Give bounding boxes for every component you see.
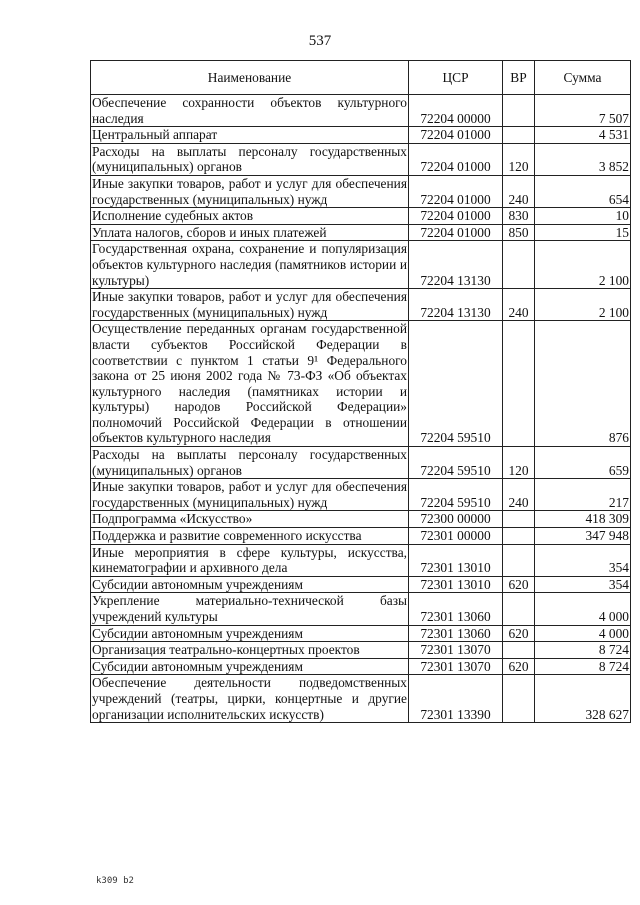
row-sum: 8 724 [535, 658, 631, 675]
table-row [91, 241, 631, 289]
row-csr: 72204 01000 [409, 143, 503, 175]
row-csr: 72301 13390 [409, 675, 503, 723]
row-sum: 876 [535, 321, 631, 447]
table-header-row [91, 61, 631, 95]
header-sum: Сумма [535, 61, 631, 95]
row-sum: 7 507 [535, 95, 631, 127]
row-name: Иные закупки товаров, работ и услуг для обеспечения государственных (муниципальных) нужд [92, 175, 407, 207]
table-row [91, 95, 631, 127]
row-name: Иные мероприятия в сфере культуры, искусства, кинематографии и архивного дела [92, 544, 407, 576]
row-vr [503, 544, 535, 576]
row-name: Расходы на выплаты персоналу государственных (муниципальных) органов [92, 143, 407, 175]
row-name: Государственная охрана, сохранение и популяризация объектов культурного наследия (памятников истории и культуры) [92, 241, 407, 288]
row-csr: 72300 00000 [409, 511, 503, 528]
footer-code: k309 b2 [96, 876, 134, 886]
row-vr: 240 [503, 289, 535, 321]
row-vr [503, 321, 535, 447]
table-row [91, 576, 631, 593]
row-sum: 354 [535, 576, 631, 593]
table-row [91, 658, 631, 675]
row-sum: 10 [535, 208, 631, 225]
row-sum: 8 724 [535, 642, 631, 659]
row-sum: 2 100 [535, 289, 631, 321]
row-csr: 72204 13130 [409, 241, 503, 289]
row-name: Исполнение судебных актов [91, 208, 409, 225]
table-row [91, 289, 631, 321]
row-csr: 72204 01000 [409, 175, 503, 207]
row-csr: 72204 01000 [409, 224, 503, 241]
row-csr: 72301 13010 [409, 544, 503, 576]
row-sum: 4 000 [535, 625, 631, 642]
header-csr: ЦСР [409, 61, 503, 95]
row-name: Обеспечение деятельности подведомственных учреждений (театры, цирки, концертные и другие организации исполнительских искусств) [92, 675, 407, 722]
table-row [91, 528, 631, 545]
row-csr: 72301 00000 [409, 528, 503, 545]
row-name: Центральный аппарат [91, 127, 409, 144]
header-name: Наименование [91, 61, 409, 95]
row-name: Поддержка и развитие современного искусства [91, 528, 409, 545]
row-vr [503, 95, 535, 127]
table-row [91, 127, 631, 144]
table-row [91, 479, 631, 511]
row-name: Иные закупки товаров, работ и услуг для обеспечения государственных (муниципальных) нужд [92, 479, 407, 510]
budget-table [90, 60, 631, 723]
header-vr: ВР [503, 61, 535, 95]
row-name: Субсидии автономным учреждениям [91, 625, 409, 642]
row-csr: 72301 13060 [409, 625, 503, 642]
table-row [91, 224, 631, 241]
table-row [91, 511, 631, 528]
row-sum: 328 627 [535, 675, 631, 723]
row-csr: 72301 13070 [409, 642, 503, 659]
table-row [91, 642, 631, 659]
row-vr: 620 [503, 625, 535, 642]
row-vr: 850 [503, 224, 535, 241]
row-csr: 72204 59510 [409, 321, 503, 447]
row-sum: 217 [535, 479, 631, 511]
row-name: Осуществление переданных органам государственной власти субъектов Российской Федерации в соответствии с пунктом 1 статьи 9¹ Федерального закона от 25 июня 2002 года № 73-ФЗ «Об объектах культурного наследия (памятниках истории и культуры) народов Российской Федерации» полномочий Российской Федерации в отношении объектов культурного наследия [92, 321, 407, 446]
row-csr: 72204 59510 [409, 447, 503, 479]
row-vr [503, 675, 535, 723]
row-vr: 620 [503, 576, 535, 593]
page-number: 537 [308, 33, 332, 49]
table-row [91, 321, 631, 447]
row-name: Уплата налогов, сборов и иных платежей [91, 224, 409, 241]
row-csr: 72204 59510 [409, 479, 503, 511]
row-csr: 72301 13010 [409, 576, 503, 593]
row-name: Субсидии автономным учреждениям [91, 576, 409, 593]
row-vr [503, 593, 535, 625]
row-sum: 659 [535, 447, 631, 479]
row-name: Иные закупки товаров, работ и услуг для обеспечения государственных (муниципальных) нужд [92, 289, 407, 320]
table-row [91, 175, 631, 207]
row-name: Субсидии автономным учреждениям [91, 658, 409, 675]
table-row [91, 208, 631, 225]
row-sum: 2 100 [535, 241, 631, 289]
table-row [91, 675, 631, 723]
table-row [91, 544, 631, 576]
row-vr [503, 241, 535, 289]
row-csr: 72301 13060 [409, 593, 503, 625]
table-row [91, 143, 631, 175]
row-name: Организация театрально-концертных проектов [91, 642, 409, 659]
row-vr [503, 528, 535, 545]
row-csr: 72301 13070 [409, 658, 503, 675]
row-csr: 72204 01000 [409, 127, 503, 144]
row-name: Обеспечение сохранности объектов культурного наследия [92, 95, 407, 126]
row-name: Укрепление материально-технической базы учреждений культуры [92, 593, 407, 624]
row-sum: 4 531 [535, 127, 631, 144]
row-sum: 15 [535, 224, 631, 241]
row-sum: 4 000 [535, 593, 631, 625]
table-row [91, 625, 631, 642]
row-vr: 120 [503, 143, 535, 175]
row-vr: 830 [503, 208, 535, 225]
row-sum: 3 852 [535, 143, 631, 175]
row-sum: 354 [535, 544, 631, 576]
table-row [91, 447, 631, 479]
row-vr [503, 511, 535, 528]
row-sum: 347 948 [535, 528, 631, 545]
row-name: Подпрограмма «Искусство» [91, 511, 409, 528]
row-csr: 72204 00000 [409, 95, 503, 127]
row-sum: 418 309 [535, 511, 631, 528]
row-vr [503, 642, 535, 659]
row-csr: 72204 13130 [409, 289, 503, 321]
row-name: Расходы на выплаты персоналу государственных (муниципальных) органов [92, 447, 407, 478]
row-csr: 72204 01000 [409, 208, 503, 225]
row-vr: 120 [503, 447, 535, 479]
row-vr: 620 [503, 658, 535, 675]
row-sum: 654 [535, 175, 631, 207]
table-row [91, 593, 631, 625]
row-vr: 240 [503, 175, 535, 207]
row-vr [503, 127, 535, 144]
row-vr: 240 [503, 479, 535, 511]
